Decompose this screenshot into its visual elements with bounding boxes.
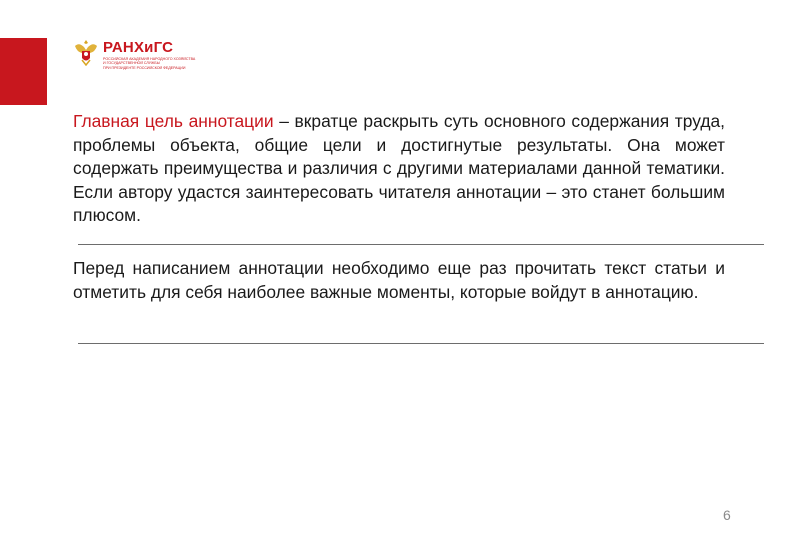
main-goal-paragraph [73,110,725,228]
logo-subtitle-line: ПРИ ПРЕЗИДЕНТЕ РОССИЙСКОЙ ФЕДЕРАЦИИ [103,65,186,70]
red-accent-bar [0,38,47,105]
logo-name: РАНХиГС [103,39,174,56]
logo-subtitle-line: РОССИЙСКАЯ АКАДЕМИЯ НАРОДНОГО ХОЗЯЙСТВА [103,57,196,61]
page-number: 6 [723,507,731,523]
logo-subtitle [103,57,243,70]
preparation-paragraph: Перед написанием аннотации необходимо еще раз прочитать текст статьи и отметить для себя наиболее важные моменты, которые войдут в аннотацию. [73,258,725,302]
divider-line [78,343,764,344]
highlighted-phrase: Главная цель аннотации [73,111,274,131]
logo-subtitle-line: И ГОСУДАРСТВЕННОЙ СЛУЖБЫ [103,61,160,66]
paragraph-body: – вкратце раскрыть суть основного содержания труда, проблемы объекта, общие цели и достигнутые результаты. Она может содержать преимущества и различия с другими материалами данной тематики. Если автору удастся заинтересовать читателя аннотации – это станет большим плюсом. [73,111,726,225]
double-headed-eagle-emblem-icon [73,38,99,66]
divider-line [78,244,764,245]
